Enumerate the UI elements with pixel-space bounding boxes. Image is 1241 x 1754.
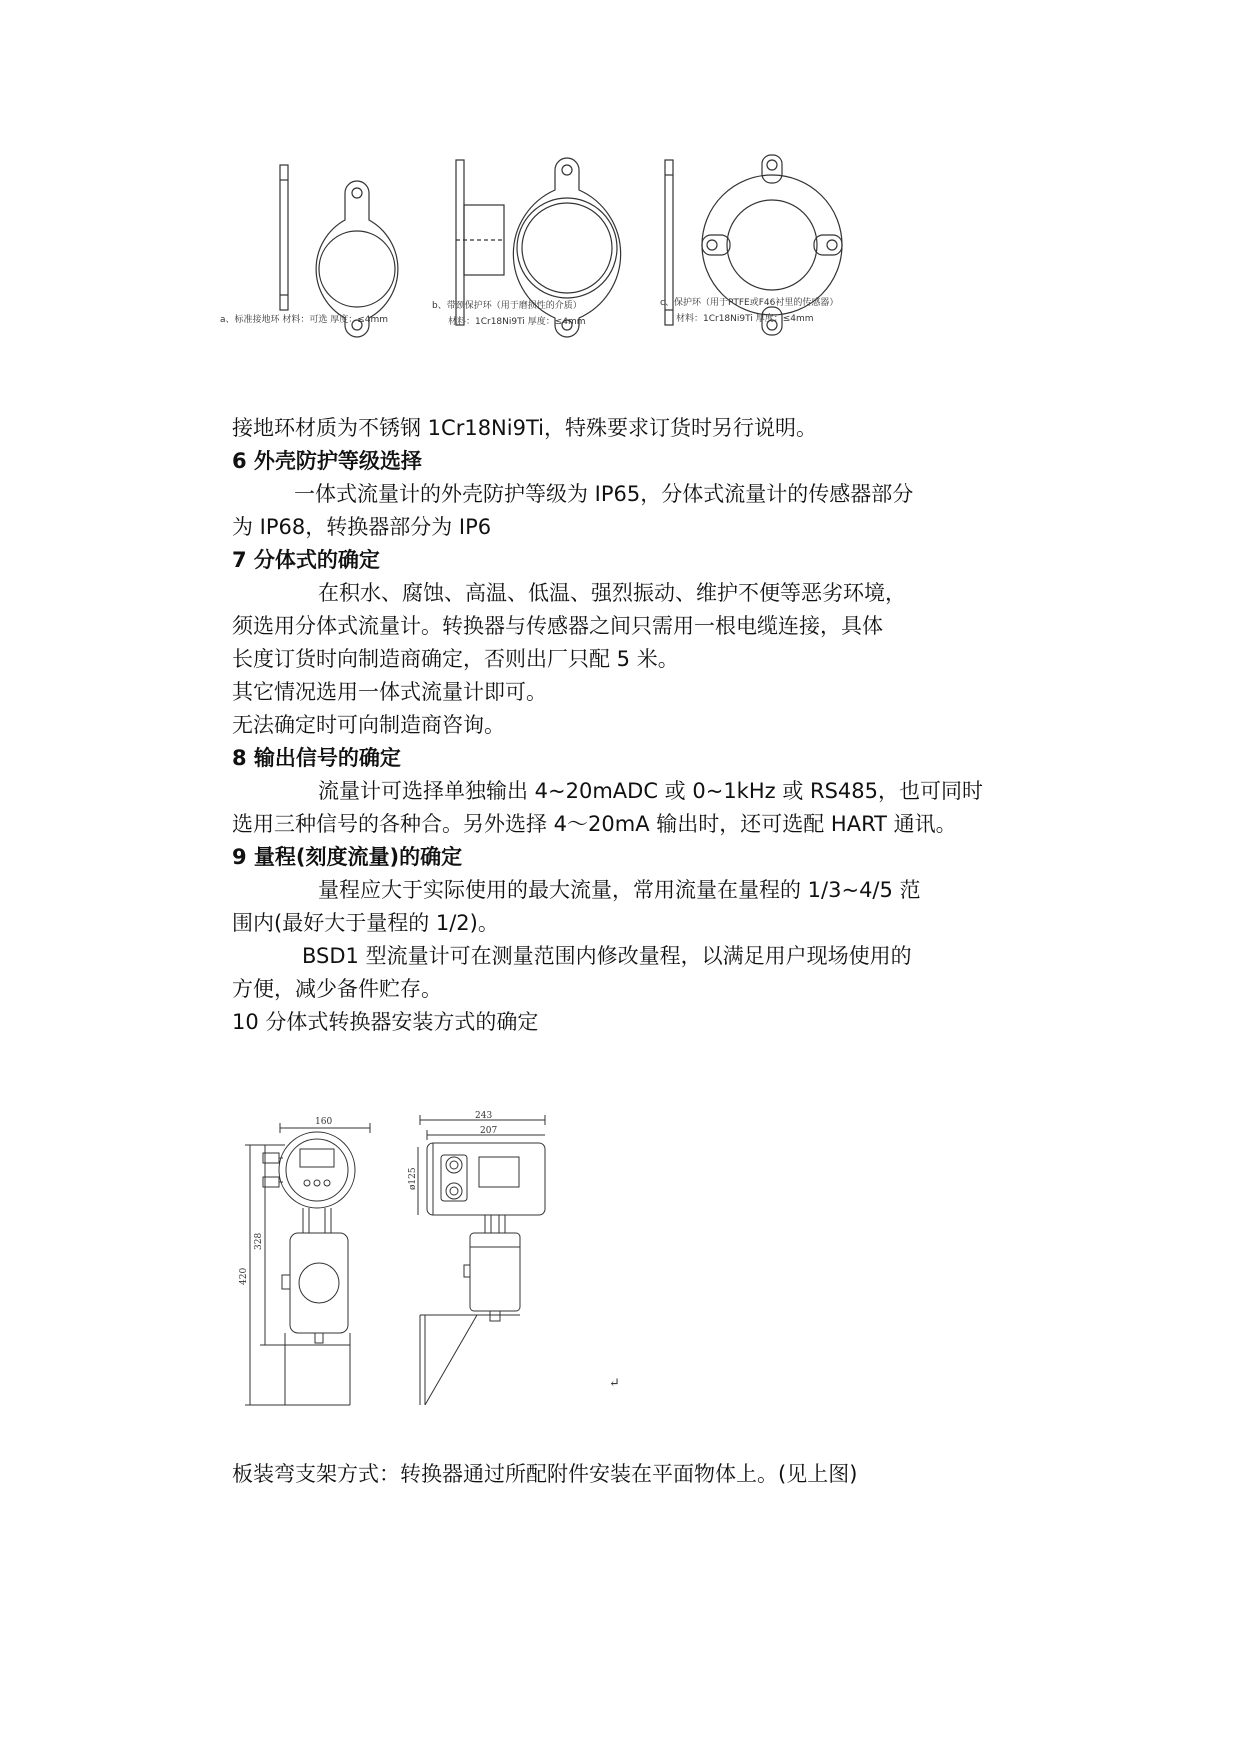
paragraph-8a: 流量计可选择单独输出 4~20mADC 或 0~1kHz 或 RS485，也可同时 bbox=[318, 779, 984, 803]
paragraph-8b: 选用三种信号的各种合。另外选择 4～20mA 输出时，还可选配 HART 通讯。 bbox=[232, 812, 957, 836]
heading-9: 9 量程(刻度流量)的确定 bbox=[232, 845, 463, 869]
paragraph-9b: 围内(最好大于量程的 1/2)。 bbox=[232, 911, 499, 935]
converter-mounting-figure bbox=[239, 1111, 655, 1415]
dim-243: 243 bbox=[475, 1111, 493, 1121]
converter-mounting-drawing bbox=[239, 1111, 655, 1415]
paragraph-9d: 方便，减少备件贮存。 bbox=[232, 977, 442, 1001]
heading-6: 6 外壳防护等级选择 bbox=[232, 449, 422, 473]
heading-8: 8 输出信号的确定 bbox=[232, 746, 401, 770]
dim-207: 207 bbox=[480, 1126, 498, 1136]
caption-c-line2: 材料：1Cr18Ni9Ti 厚度：≤4mm bbox=[676, 314, 814, 324]
front-view bbox=[245, 1123, 370, 1405]
paragraph-7e: 无法确定时可向制造商咨询。 bbox=[232, 713, 505, 737]
paragraph-9c: BSD1 型流量计可在测量范围内修改量程，以满足用户现场使用的 bbox=[302, 944, 912, 968]
heading-10: 10 分体式转换器安装方式的确定 bbox=[232, 1010, 539, 1034]
caption-b-line2: 材料：1Cr18Ni9Ti 厚度：≤4mm bbox=[448, 317, 586, 327]
dim-160: 160 bbox=[315, 1117, 333, 1127]
ring-c-front-view bbox=[702, 155, 842, 335]
paragraph-6a: 一体式流量计的外壳防护等级为 IP65，分体式流量计的传感器部分 bbox=[294, 482, 914, 506]
dim-420: 420 bbox=[239, 1267, 249, 1285]
caption-b-line1: b、带颈保护环（用于磨损性的介质） bbox=[432, 301, 582, 311]
paragraph-7c: 长度订货时向制造商确定，否则出厂只配 5 米。 bbox=[232, 647, 679, 671]
ring-a-side-view bbox=[280, 165, 288, 310]
dim-328: 328 bbox=[254, 1232, 264, 1250]
paragraph-7a: 在积水、腐蚀、高温、低温、强烈振动、维护不便等恶劣环境， bbox=[318, 581, 906, 605]
dim-d125: ø125 bbox=[408, 1167, 418, 1190]
paragraph-ring-material: 接地环材质为不锈钢 1Cr18Ni9Ti，特殊要求订货时另行说明。 bbox=[232, 416, 817, 440]
caption-c-line1: c、保护环（用于PTFE或F46衬里的传感器） bbox=[660, 298, 839, 308]
grounding-rings-figure bbox=[220, 150, 1000, 375]
paragraph-6b: 为 IP68，转换器部分为 IP6 bbox=[232, 515, 492, 539]
return-mark: ↵ bbox=[609, 1376, 620, 1391]
caption-a-line1: a、标准接地环 材料：可选 厚度：≤4mm bbox=[220, 315, 389, 325]
grounding-rings-drawing bbox=[220, 150, 1000, 375]
side-view bbox=[418, 1115, 545, 1405]
body-text bbox=[232, 412, 1022, 1039]
paragraph-9a: 量程应大于实际使用的最大流量，常用流量在量程的 1/3~4/5 范 bbox=[318, 878, 921, 902]
heading-7: 7 分体式的确定 bbox=[232, 548, 380, 572]
paragraph-7d: 其它情况选用一体式流量计即可。 bbox=[232, 680, 547, 704]
figure2-caption: 板装弯支架方式：转换器通过所配附件安装在平面物体上。(见上图) bbox=[232, 1462, 858, 1486]
paragraph-7b: 须选用分体式流量计。转换器与传感器之间只需用一根电缆连接，具体 bbox=[232, 614, 883, 638]
ring-a-front-view bbox=[316, 181, 398, 337]
